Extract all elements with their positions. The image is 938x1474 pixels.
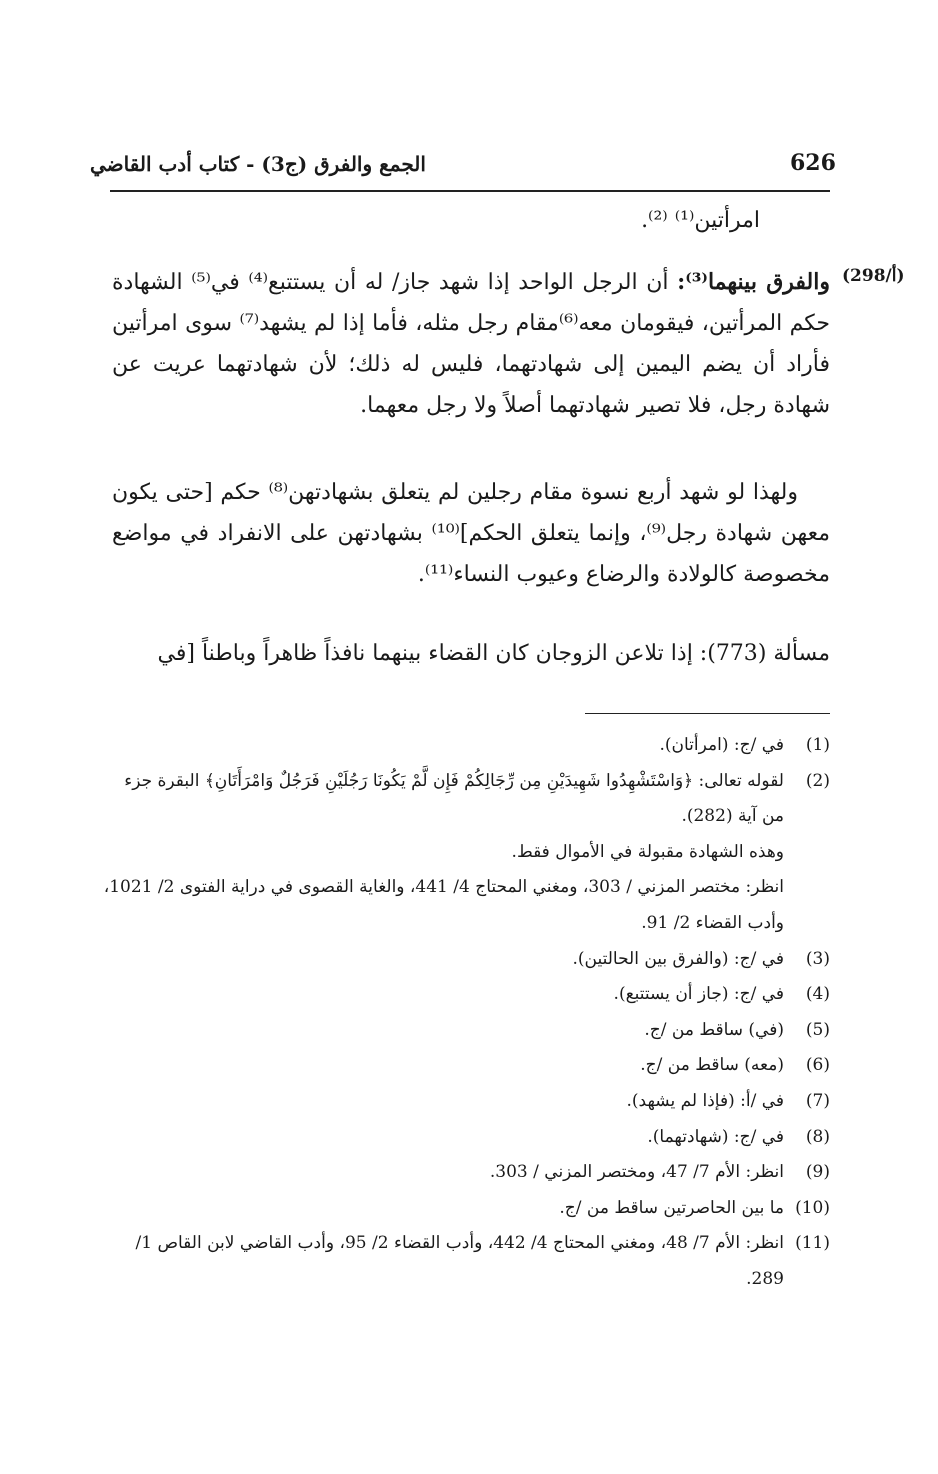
footnote-11 bbox=[100, 1226, 830, 1297]
footnote-number: (5) bbox=[805, 1019, 830, 1040]
paragraph-lead: والفرق بينهما⁽³⁾: bbox=[677, 269, 830, 295]
footnote-number: (4) bbox=[805, 984, 830, 1005]
footnote-text: في /أ: (فإذا لم يشهد). bbox=[626, 1090, 784, 1111]
footnote-number: (6) bbox=[805, 1055, 830, 1076]
footnote-text: ما بين الحاصرتين ساقط من /ج. bbox=[559, 1197, 784, 1218]
footnote-1 bbox=[100, 728, 830, 764]
footnote-number: (2) bbox=[805, 770, 830, 791]
paragraph-women-witnesses: ولهذا لو شهد أربع نسوة مقام رجلين لم يتعلق بشهادتهن⁽⁸⁾ حكم [حتى يكون معهن شهادة رجل⁽⁹⁾، وإنما يتعلق الحكم]⁽¹⁰⁾ بشهادتهن على الانفراد في مواضع مخصوصة كالولادة والرضاع وعيوب النساء⁽¹¹⁾. bbox=[112, 480, 830, 587]
footnote-text: لقوله تعالى: ﴿وَاسْتَشْهِدُوا شَهِيدَيْنِ مِن رِّجَالِكُمْ فَإِن لَّمْ يَكُونَا رَجُلَيْنِ فَرَجُلٌ وَامْرَأَتَانِ﴾ البقرة جزء من آية (282). bbox=[124, 770, 784, 827]
footnote-text: (في) ساقط من /ج. bbox=[644, 1019, 784, 1040]
footnote-10 bbox=[100, 1191, 830, 1227]
footnote-separator bbox=[585, 713, 830, 714]
margin-reference: (298/أ) bbox=[842, 266, 905, 286]
paragraph-issue-773: مسألة (773): إذا تلاعن الزوجان كان القضاء بينهما نافذاً ظاهراً وباطناً [في bbox=[157, 641, 830, 666]
footnote-number: (9) bbox=[805, 1162, 830, 1183]
footnote-text: انظر: الأم 7/ 47، ومختصر المزني / 303. bbox=[489, 1162, 784, 1183]
continuation-line: امرأتين⁽¹⁾ ⁽²⁾. bbox=[641, 208, 760, 233]
footnote-number: (3) bbox=[805, 948, 830, 969]
footnote-number: (8) bbox=[805, 1126, 830, 1147]
footnote-6 bbox=[100, 1048, 830, 1084]
paragraph-difference bbox=[112, 262, 830, 426]
footnote-number: (11) bbox=[795, 1233, 830, 1254]
footnote-9 bbox=[100, 1155, 830, 1191]
footnote-number: (7) bbox=[805, 1090, 830, 1111]
footnote-3 bbox=[100, 942, 830, 978]
footnote-text: (معه) ساقط من /ج. bbox=[640, 1055, 784, 1076]
footnote-text: في /ج: (امرأتان). bbox=[659, 735, 784, 755]
footnote-2-references: انظر: مختصر المزني / 303، ومغني المحتاج 4/ 441، والغاية القصوى في دراية الفتوى 2/ 1021، وأدب القضاء 2/ 91. bbox=[103, 877, 784, 933]
running-header: الجمع والفرق (ج3) - كتاب أدب القاضي bbox=[90, 152, 426, 176]
footnote-2-note: وهذه الشهادة مقبولة في الأموال فقط. bbox=[511, 841, 784, 862]
page-number: 626 bbox=[790, 150, 836, 176]
header-rule bbox=[110, 190, 830, 192]
footnotes bbox=[100, 728, 830, 1298]
footnote-7 bbox=[100, 1084, 830, 1120]
footnote-text: انظر: الأم 7/ 48، ومغني المحتاج 4/ 442، وأدب القضاء 2/ 95، وأدب القاضي لابن القاص 1/ 289. bbox=[135, 1233, 784, 1289]
footnote-2 bbox=[100, 764, 830, 835]
footnote-number: (1) bbox=[805, 735, 830, 755]
footnote-5 bbox=[100, 1013, 830, 1049]
footnote-number: (10) bbox=[795, 1197, 830, 1218]
footnote-8 bbox=[100, 1120, 830, 1156]
footnote-text: في /ج: (شهادتهما). bbox=[647, 1126, 784, 1147]
paragraph-text: أن الرجل الواحد إذا شهد جاز/ له أن يستتبع⁽⁴⁾ في⁽⁵⁾ الشهادة حكم المرأتين، فيقومان معه⁽⁶⁾مقام رجل مثله، فأما إذا لم يشهد⁽⁷⁾ سوى امرأتين فأراد أن يضم اليمين إلى شهادتهما، فليس له ذلك؛ لأن شهادتهما عريت عن شهادة رجل، فلا تصير شهادتهما أصلاً ولا رجل معهما. bbox=[112, 270, 830, 418]
footnote-4 bbox=[100, 977, 830, 1013]
footnote-text: في /ج: (جاز أن يستتبع). bbox=[613, 984, 784, 1005]
footnote-text: في /ج: (والفرق بين الحالتين). bbox=[572, 948, 784, 969]
